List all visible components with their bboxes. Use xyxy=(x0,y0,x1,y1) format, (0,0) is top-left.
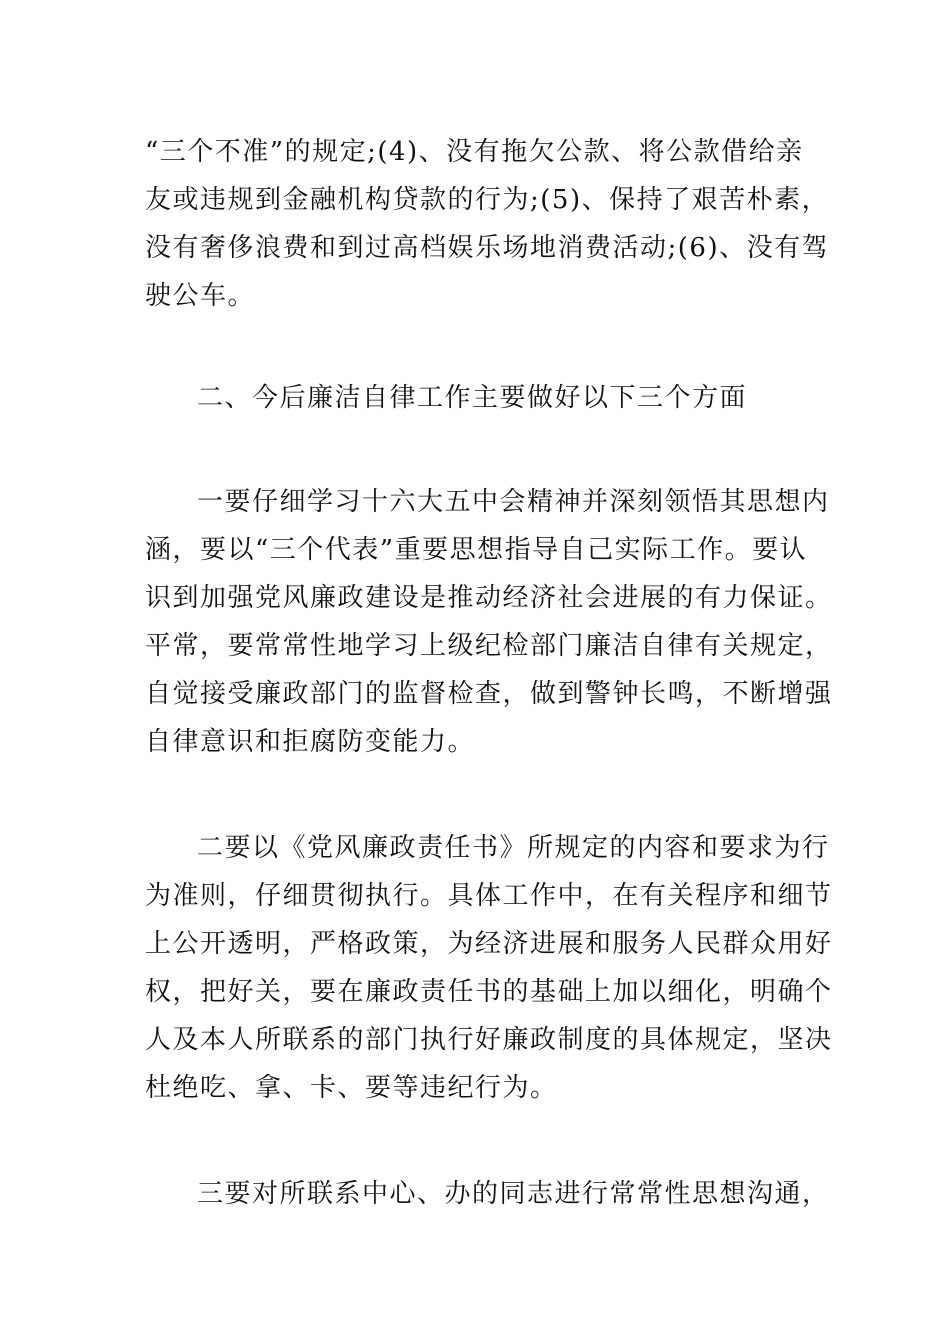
text-line: 自觉接受廉政部门的监督检查，做到警钟长鸣，不断增强 xyxy=(145,679,833,709)
text-line: 识到加强党风廉政建设是推动经济社会进展的有力保证。 xyxy=(145,583,833,613)
section-heading-text: 二、今后廉洁自律工作主要做好以下三个方面 xyxy=(197,383,748,413)
text-line: 没有奢侈浪费和到过高档娱乐场地消费活动;(6)、没有驾 xyxy=(145,233,830,263)
text-line: 平常，要常常性地学习上级纪检部门廉洁自律有关规定， xyxy=(145,631,833,661)
text-line: 上公开透明，严格政策，为经济进展和服务人民群众用好 xyxy=(145,929,833,959)
paragraph-first-point xyxy=(145,478,833,766)
text-line: “三个不准”的规定;(4)、没有拖欠公款、将公款借给亲 xyxy=(145,137,804,167)
text-line: 驶公车。 xyxy=(145,281,256,311)
section-heading xyxy=(145,374,810,422)
text-line: 为准则，仔细贯彻执行。具体工作中，在有关程序和细节 xyxy=(145,881,833,911)
text-line: 三要对所联系中心、办的同志进行常常性思想沟通， xyxy=(197,1179,830,1209)
paragraph-third-point xyxy=(145,1170,830,1218)
text-line: 人及本人所联系的部门执行好廉政制度的具体规定，坚决 xyxy=(145,1025,833,1055)
text-line: 涵，要以“三个代表”重要思想指导自己实际工作。要认 xyxy=(145,535,808,565)
text-line: 友或违规到金融机构贷款的行为;(5)、保持了艰苦朴素， xyxy=(145,185,830,215)
text-line: 自律意识和拒腐防变能力。 xyxy=(145,727,476,757)
paragraph-second-point xyxy=(145,824,833,1112)
text-line: 杜绝吃、拿、卡、要等违纪行为。 xyxy=(145,1073,558,1103)
text-line: 权，把好关，要在廉政责任书的基础上加以细化，明确个 xyxy=(145,977,833,1007)
paragraph-regulations-continued xyxy=(145,128,830,320)
text-line: 一要仔细学习十六大五中会精神并深刻领悟其思想内 xyxy=(197,487,830,517)
text-line: 二要以《党风廉政责任书》所规定的内容和要求为行 xyxy=(197,833,830,863)
